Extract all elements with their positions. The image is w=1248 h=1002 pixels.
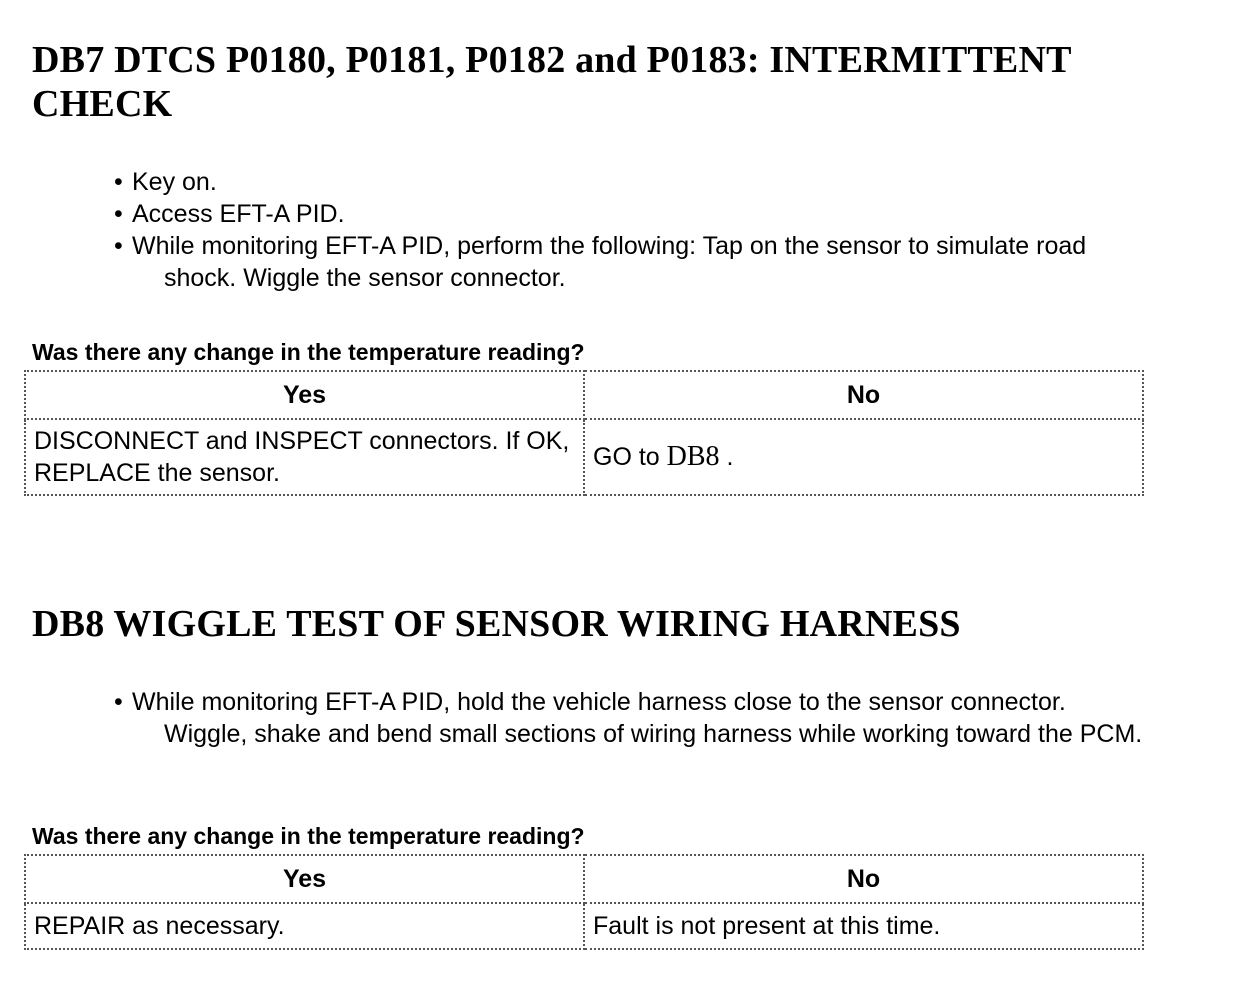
no-action-suffix: . <box>719 443 734 471</box>
step-text-continued: shock. Wiggle the sensor connector. <box>164 264 566 292</box>
section-heading-db8: DB8 WIGGLE TEST OF SENSOR WIRING HARNESS <box>32 603 961 645</box>
list-item <box>112 230 1222 294</box>
section-heading-db7: DB7 DTCS P0180, P0181, P0182 and P0183: INTERMITTENT CHECK <box>32 39 1071 125</box>
table-header-row <box>25 371 1143 419</box>
column-header-yes: Yes <box>25 855 584 903</box>
list-item <box>112 686 1222 750</box>
step-text: While monitoring EFT-A PID, perform the following: Tap on the sensor to simulate road <box>132 232 1087 260</box>
column-header-yes: Yes <box>25 371 584 419</box>
table-row <box>25 903 1143 949</box>
step-text-continued: Wiggle, shake and bend small sections of wiring harness while working toward the PCM. <box>164 720 1143 748</box>
bullet-icon: • <box>114 200 123 228</box>
question-db7: Was there any change in the temperature reading? <box>32 339 585 365</box>
result-table-db8 <box>24 854 1144 950</box>
column-header-no: No <box>584 855 1143 903</box>
step-list-db7 <box>112 166 1222 294</box>
no-action-cell: Fault is not present at this time. <box>584 903 1143 949</box>
yes-action-cell: REPAIR as necessary. <box>25 903 584 949</box>
list-item <box>112 198 1222 230</box>
step-text: Key on. <box>132 168 217 196</box>
bullet-icon: • <box>114 232 123 260</box>
bullet-icon: • <box>114 168 123 196</box>
step-text: Access EFT-A PID. <box>132 200 345 228</box>
list-item <box>112 166 1222 198</box>
column-header-no: No <box>584 371 1143 419</box>
step-text-wrap <box>132 686 1222 750</box>
bullet-icon: • <box>114 688 123 716</box>
no-action-cell <box>584 419 1143 495</box>
step-text: While monitoring EFT-A PID, hold the vehicle harness close to the sensor connector. <box>132 688 1066 716</box>
table-row <box>25 419 1143 495</box>
result-table-db7 <box>24 370 1144 496</box>
step-list-db8 <box>112 686 1222 750</box>
question-db8: Was there any change in the temperature reading? <box>32 823 585 849</box>
no-action-prefix: GO to <box>593 443 667 471</box>
table-header-row <box>25 855 1143 903</box>
yes-action-cell: DISCONNECT and INSPECT connectors. If OK, REPLACE the sensor. <box>25 419 584 495</box>
db8-link[interactable]: DB8 <box>666 441 720 472</box>
step-text-wrap <box>132 230 1222 294</box>
